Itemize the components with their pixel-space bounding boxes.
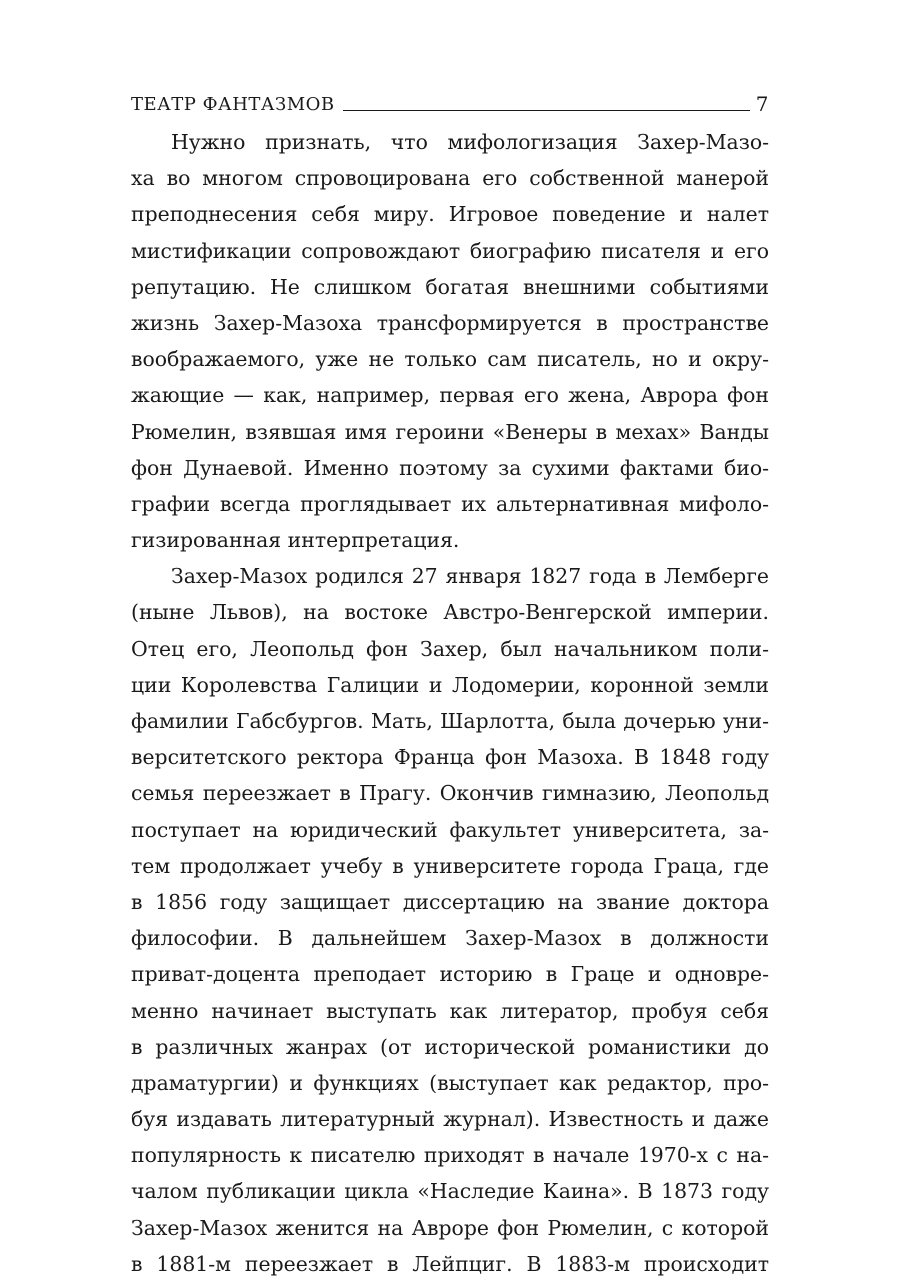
book-page bbox=[131, 82, 769, 1282]
text-line: фамилии Габсбургов. Мать, Шарлотта, была дочерью уни- bbox=[131, 709, 769, 733]
text-line: (ныне Львов), на востоке Австро-Венгерской империи. bbox=[131, 600, 769, 625]
text-line: преподнесения себя миру. Игровое поведение и налет bbox=[131, 202, 769, 227]
text-line: ции Королевства Галиции и Лодомерии, коронной земли bbox=[131, 672, 769, 697]
text-line: жающие — как, например, первая его жена, Аврора фон bbox=[131, 383, 769, 408]
text-line: тем продолжает учебу в университете города Граца, где bbox=[131, 853, 769, 878]
text-line: графии всегда проглядывает их альтернативная мифоло- bbox=[131, 491, 769, 516]
text-line: в различных жанрах (от исторической романистики до bbox=[131, 1034, 769, 1059]
running-head-title: ТЕАТР ФАНТАЗМОВ bbox=[131, 94, 335, 115]
text-line: популярность к писателю приходят в начале 1970-х с на- bbox=[131, 1143, 769, 1168]
text-line: философии. В дальнейшем Захер-Мазох в должности bbox=[131, 926, 769, 951]
body-text bbox=[131, 124, 769, 1282]
text-line: Нужно признать, что мифологизация Захер-Мазо- bbox=[171, 130, 769, 154]
text-line: фон Дунаевой. Именно поэтому за сухими фактами био- bbox=[131, 455, 769, 480]
text-line: Захер-Мазох родился 27 января 1827 года в Лемберге bbox=[171, 564, 769, 589]
text-line: верситетского ректора Франца фон Мазоха. В 1848 году bbox=[131, 745, 769, 770]
text-line: драматургии) и функциях (выступает как редактор, про- bbox=[131, 1070, 769, 1095]
text-line: чалом публикации цикла «Наследие Каина». В 1873 году bbox=[131, 1179, 769, 1204]
text-line: репутацию. Не слишком богатая внешними событиями bbox=[131, 274, 769, 299]
text-line: буя издавать литературный журнал). Известность и даже bbox=[131, 1107, 769, 1132]
text-line: мистификации сопровождают биографию писателя и его bbox=[131, 238, 769, 263]
text-line: Рюмелин, взявшая имя героини «Венеры в мехах» Ванды bbox=[131, 419, 769, 444]
text-line: в 1856 году защищает диссертацию на звание доктора bbox=[131, 889, 769, 914]
text-line: гизированная интерпретация. bbox=[131, 528, 460, 553]
text-line: приват-доцента преподает историю в Граце и одновре- bbox=[131, 962, 769, 987]
running-head-rule bbox=[343, 110, 750, 111]
text-line: воображаемого, уже не только сам писатель, но и окру- bbox=[131, 347, 769, 372]
page-number: 7 bbox=[755, 92, 769, 116]
text-line: жизнь Захер-Мазоха трансформируется в пространстве bbox=[131, 310, 769, 335]
text-line: в 1881-м переезжает в Лейпциг. В 1883-м происходит bbox=[131, 1251, 769, 1276]
text-line: семья переезжает в Прагу. Окончив гимназию, Леопольд bbox=[131, 781, 769, 806]
text-line: Отец его, Леопольд фон Захер, был начальником поли- bbox=[131, 636, 769, 661]
text-line: менно начинает выступать как литератор, пробуя себя bbox=[131, 998, 769, 1023]
paragraph-1 bbox=[131, 124, 769, 558]
text-line: Захер-Мазох женится на Авроре фон Рюмелин, с которой bbox=[131, 1215, 769, 1240]
running-head bbox=[131, 82, 769, 114]
text-line: ха во многом спровоцирована его собственной манерой bbox=[131, 166, 769, 191]
paragraph-2 bbox=[131, 558, 769, 1282]
text-line: поступает на юридический факультет университета, за- bbox=[131, 817, 769, 842]
